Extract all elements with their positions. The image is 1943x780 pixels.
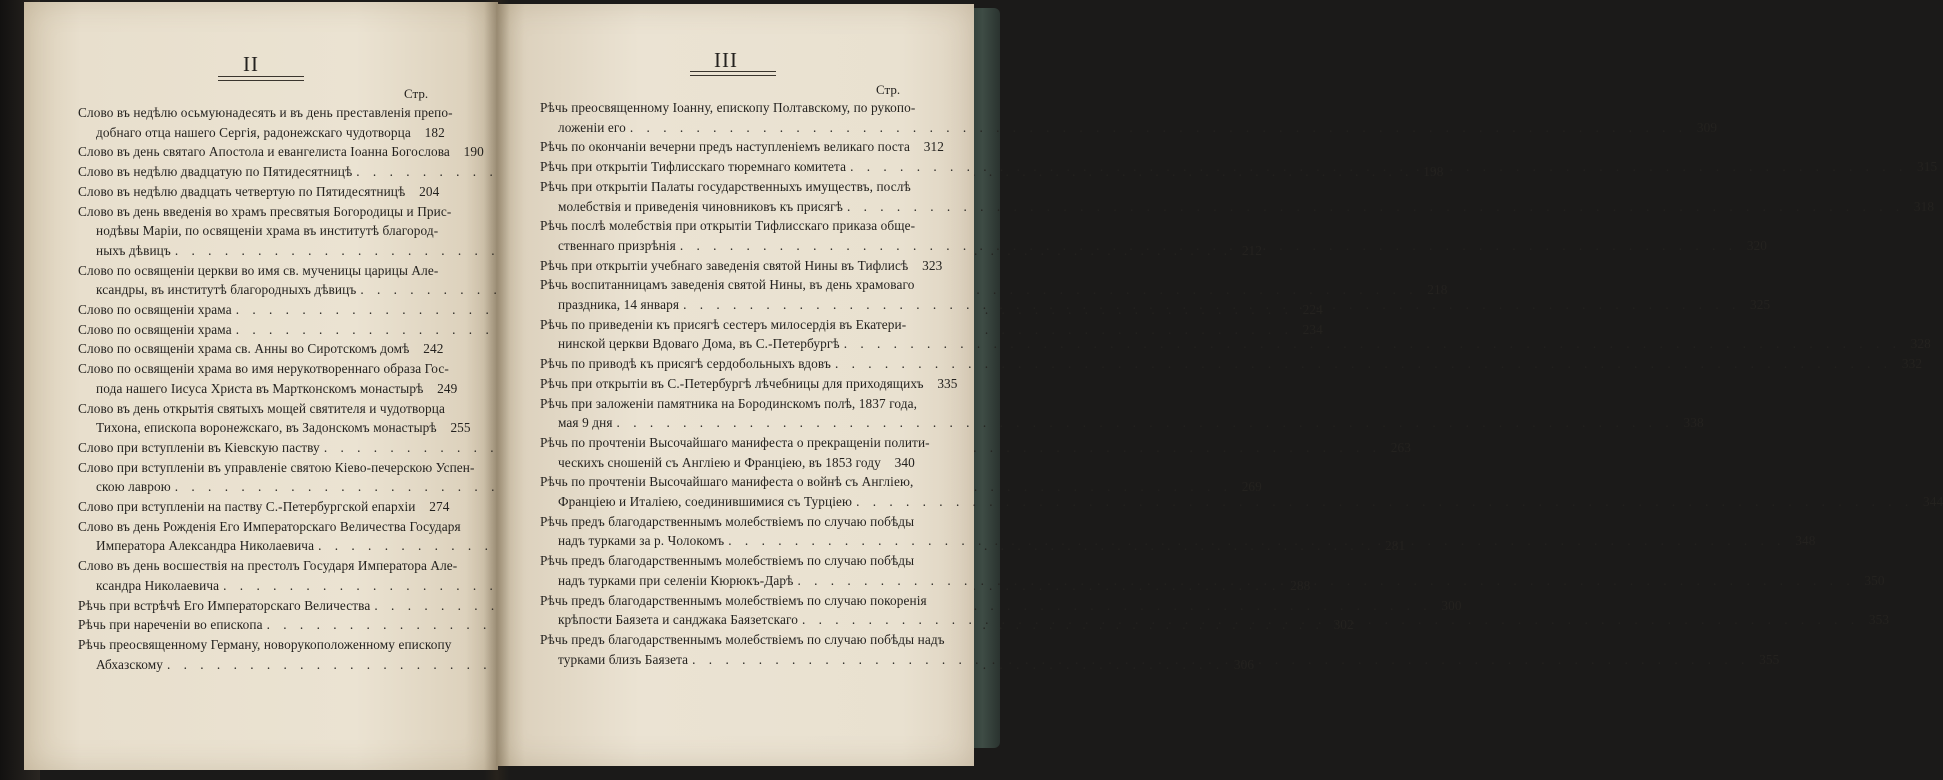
- toc-entry-page: 348: [1795, 533, 1816, 549]
- toc-entry: [540, 98, 1718, 137]
- toc-entry-title-line: Слово въ недѣлю осьмуюнадесять и въ день преставленія препо-: [78, 105, 453, 120]
- toc-entry-page: 212: [1241, 242, 1263, 258]
- toc-entry-page: 318: [1913, 198, 1935, 214]
- toc-entry-page: 355: [1759, 651, 1780, 667]
- header-rule: [690, 75, 776, 76]
- page-number: II: [243, 52, 259, 76]
- toc-entry-title-line: турками близъ Баязета: [558, 651, 689, 667]
- toc-entry-page: 320: [1746, 237, 1768, 253]
- toc-entry-title-line: Рѣчь при открытіи Тифлисскаго тюремнаго комитета: [540, 159, 847, 175]
- header-rule: [218, 80, 304, 81]
- toc-entry-title-line: молебствія и приведенія чиновниковъ къ присягѣ: [558, 198, 843, 214]
- toc-entry-title-line: Слово въ день введенія во храмъ пресвятыя Богородицы и Прис-: [78, 203, 452, 219]
- toc-entry-title-line: Слово въ день восшествія на престолъ Государя Императора Але-: [78, 558, 458, 574]
- toc-entry-last-line: [78, 182, 440, 202]
- toc-entry-title-line: Слово при вступленіи въ Кіевскую паству: [78, 439, 320, 455]
- toc-entry-last-line: [540, 334, 1931, 354]
- toc-entry-title-line: Слово въ недѣлю двадцатую по Пятидесятницѣ: [78, 164, 353, 180]
- toc-entry-title-line: Рѣчь при нареченіи во епископа: [78, 617, 263, 633]
- toc-entry-page: 288: [1290, 577, 1311, 593]
- toc-entry-last-line: [540, 137, 945, 157]
- toc-entry-last-line: [78, 497, 450, 517]
- page-number: III: [714, 48, 738, 72]
- toc-entry-page: 224: [1302, 302, 1323, 318]
- toc-entry: [78, 182, 440, 202]
- toc-entry-title-line: Слово при вступленіи въ управленіе святою Кіево-печерскою Успен-: [78, 459, 475, 475]
- dot-leader: [680, 236, 1737, 256]
- toc-entry-title-line: Рѣчь по приведеніи къ присягѣ сестеръ милосердія въ Екатери-: [540, 316, 907, 332]
- toc-entry-title-line: Рѣчь предъ благодарственнымъ молебствіемъ по случаю побѣды: [540, 553, 915, 569]
- toc-entry-title-line: Слово въ день святаго Апостола и евангелиста Іоанна Богослова: [78, 144, 450, 160]
- toc-entry-page: 338: [1683, 415, 1704, 431]
- toc-entry-title-line: надъ турками при селеніи Кюрюкъ-Дарѣ: [558, 572, 794, 588]
- toc-entry-title-line: Рѣчь предъ благодарственнымъ молебствіемъ по случаю побѣды надъ: [540, 631, 945, 647]
- toc-entry-title-line: крѣпости Баязета и санджака Баязетскаго: [558, 612, 798, 628]
- toc-entry-title-line: ксандры, въ институтѣ благородныхъ дѣвицъ: [96, 282, 357, 298]
- toc-entry-last-line: [540, 197, 1935, 217]
- toc-entry-last-line: [78, 123, 445, 143]
- toc-entry-title-line: пода нашего Іисуса Христа въ Мартконскомъ монастырѣ: [96, 380, 424, 396]
- toc-entry-title-line: мая 9 дня: [558, 415, 613, 431]
- toc-entry-page: 300: [1441, 597, 1462, 613]
- toc-entry-title-line: Слово при вступленіи на паству С.-Петербургской епархіи: [78, 499, 416, 515]
- toc-entry-title-line: Рѣчь при заложеніи памятника на Бородинскомъ полѣ, 1837 года,: [540, 395, 918, 411]
- toc-entry-title-line: Рѣчь при открытіи въ С.-Петербургѣ лѣчебницы для приходящихъ: [540, 375, 924, 391]
- toc-entry-page: 182: [424, 124, 445, 140]
- dot-leader: [802, 610, 1859, 630]
- toc-entry-page: 249: [437, 380, 458, 396]
- toc-entry-title-line: Рѣчь при открытіи Палаты государственныхъ имуществъ, послѣ: [540, 178, 911, 194]
- dot-leader: [847, 197, 1904, 217]
- toc-entry-title-line: ческихъ сношеній съ Англіею и Франціею, въ 1853 году: [558, 454, 881, 470]
- toc-entry: [78, 142, 484, 162]
- toc-entry-title-line: Слово по освященіи храма: [78, 302, 232, 318]
- toc-entry: [78, 103, 453, 142]
- toc-entry-page: 340: [894, 454, 915, 470]
- toc-entry-title-line: Императора Александра Николаевича: [96, 538, 315, 554]
- toc-entry-last-line: [540, 374, 958, 394]
- toc-entry: [540, 374, 958, 394]
- dot-leader: [844, 334, 1901, 354]
- toc-entry-page: 218: [1427, 282, 1448, 298]
- toc-entry-page: 353: [1868, 612, 1890, 628]
- toc-entry-title-line: ксандра Николаевича: [96, 577, 220, 593]
- page-column-header: Стр.: [876, 82, 901, 97]
- toc-entry-last-line: [540, 492, 1943, 512]
- toc-entry-last-line: [540, 118, 1718, 138]
- toc-entry-title-line: ственнаго призрѣнія: [558, 237, 676, 253]
- toc-entry-title-line: Рѣчь преосвященному Герману, новорукоположенному епископу: [78, 636, 452, 652]
- dot-leader: [850, 157, 1907, 177]
- toc-entry-title-line: Слово по освященіи церкви во имя св. мученицы царицы Але-: [78, 262, 439, 278]
- dot-leader: [797, 571, 1854, 591]
- toc-entry-last-line: [540, 354, 1923, 374]
- toc-entry: [540, 433, 930, 472]
- toc-entry-page: 274: [429, 499, 450, 515]
- toc-entry: [78, 339, 444, 359]
- toc-entry-title-line: Рѣчь по прочтеніи Высочайшаго манифеста о войнѣ съ Англіею,: [540, 474, 914, 490]
- dot-leader: [630, 118, 1687, 138]
- toc-entry-last-line: [78, 418, 471, 438]
- toc-entry-title-line: Тихона, епископа воронежскаго, въ Задонскомъ монастырѣ: [96, 420, 437, 436]
- toc-entry-title-line: Слово въ недѣлю двадцать четвертую по Пятидесятницѣ: [78, 183, 406, 199]
- toc-entry-last-line: [540, 453, 915, 473]
- toc-entry-page: 323: [922, 257, 943, 273]
- toc-entry-title-line: Франціею и Италіею, соединившимися съ Турціею: [558, 494, 853, 510]
- toc-entry-title-line: Рѣчь преосвященному Іоанну, епископу Полтавскому, по рукопо-: [540, 100, 916, 115]
- toc-entry-title-line: праздника, 14 января: [558, 297, 680, 313]
- toc-entry-title-line: Рѣчь послѣ молебствія при открытіи Тифлисскаго приказа обще-: [540, 218, 916, 234]
- toc-entry-last-line: [540, 413, 1704, 433]
- toc-entry-page: 198: [1423, 164, 1444, 180]
- toc-entry-title-line: скою лаврою: [96, 479, 171, 495]
- toc-entry-page: 335: [937, 375, 958, 391]
- toc-entry-page: 315: [1917, 159, 1938, 175]
- toc-entry-last-line: [78, 142, 484, 162]
- toc-entry-last-line: [540, 256, 943, 276]
- dot-leader: [617, 413, 1674, 433]
- header-rule: [218, 76, 304, 77]
- toc-entry-page: 344: [1923, 494, 1943, 510]
- toc-entry-page: 234: [1302, 321, 1323, 337]
- toc-entry-title-line: ложеніи его: [558, 119, 626, 135]
- toc-entry-last-line: [78, 339, 444, 359]
- page-column-header: Стр.: [404, 86, 429, 101]
- toc-entry-title-line: Слово по освященіи храма во имя нерукотвореннаго образа Гос-: [78, 361, 449, 377]
- toc-entry-title-line: Рѣчь при встрѣчѣ Его Императорскаго Величества: [78, 597, 371, 613]
- toc-entry-page: 204: [419, 183, 440, 199]
- toc-entry: [540, 354, 1923, 374]
- dot-leader: [692, 650, 1749, 670]
- toc-entry-page: 350: [1864, 572, 1885, 588]
- toc-entry-title-line: нодѣвы Маріи, по освященіи храма въ институтѣ благород-: [96, 223, 439, 239]
- toc-entry-page: 312: [923, 139, 945, 155]
- toc-entry: [540, 394, 1704, 433]
- toc-entry-page: 255: [450, 420, 471, 436]
- dot-leader: [856, 492, 1913, 512]
- toc-entry-title-line: надъ турками за р. Чолокомъ: [558, 533, 725, 549]
- toc-entry-title-line: Рѣчь воспитанницамъ заведенія святой Нины, въ день храмоваго: [540, 277, 915, 293]
- toc-entry-title-line: Рѣчь предъ благодарственнымъ молебствіемъ по случаю покоренія: [540, 592, 927, 608]
- toc-entry-page: 281: [1385, 538, 1406, 554]
- dot-leader: [835, 354, 1892, 374]
- toc-entry: [78, 399, 471, 438]
- toc-entry-title-line: Рѣчь по приводѣ къ присягѣ сердобольныхъ вдовъ: [540, 356, 831, 372]
- toc-entry-title-line: Слово въ день Рожденія Его Императорскаго Величества Государя: [78, 518, 461, 534]
- toc-entry-title-line: Слово по освященіи храма св. Анны во Сиротскомъ домѣ: [78, 341, 410, 357]
- toc-entry: [540, 256, 943, 276]
- toc-entry-title-line: Слово по освященіи храма: [78, 321, 232, 337]
- toc-entry-last-line: [78, 379, 458, 399]
- toc-entry-page: 302: [1333, 617, 1354, 633]
- header-rule: [690, 71, 776, 72]
- toc-entry-page: 190: [463, 144, 484, 160]
- toc-entry-title-line: добнаго отца нашего Сергія, радонежскаго чудотворца: [96, 124, 411, 140]
- toc-entry-title-line: ныхъ дѣвицъ: [96, 242, 171, 258]
- toc-entry-page: 309: [1696, 119, 1718, 135]
- dot-leader: [683, 295, 1740, 315]
- toc-entry-title-line: Слово въ день открытія святыхъ мощей святителя и чудотворца: [78, 400, 445, 416]
- toc-entry-title-line: Рѣчь по прочтеніи Высочайшаго манифеста о прекращеніи полити-: [540, 434, 930, 450]
- toc-entry-title-line: Абхазскому: [96, 656, 163, 672]
- toc-entry-page: 332: [1901, 356, 1923, 372]
- toc-entry: [540, 177, 1935, 216]
- toc-entry-title-line: Рѣчь предъ благодарственнымъ молебствіемъ по случаю побѣды: [540, 513, 915, 529]
- toc-entry: [78, 359, 458, 398]
- toc-entry: [540, 137, 945, 157]
- dot-leader: [728, 531, 1785, 551]
- toc-entry-page: 242: [423, 341, 444, 357]
- toc-entry: [78, 497, 450, 517]
- toc-entry-page: 306: [1233, 656, 1255, 672]
- toc-entry-page: 263: [1390, 439, 1411, 455]
- toc-entry-page: 325: [1750, 297, 1771, 313]
- toc-entry-title-line: нинской церкви Вдоваго Дома, въ С.-Петербургѣ: [558, 336, 840, 352]
- toc-entry-title-line: Рѣчь по окончаніи вечерни предъ наступленіемъ великаго поста: [540, 139, 911, 155]
- toc-entry-page: 328: [1910, 336, 1931, 352]
- toc-entry-page: 269: [1241, 479, 1262, 495]
- toc-entry-title-line: Рѣчь при открытіи учебнаго заведенія святой Нины въ Тифлисѣ: [540, 257, 909, 273]
